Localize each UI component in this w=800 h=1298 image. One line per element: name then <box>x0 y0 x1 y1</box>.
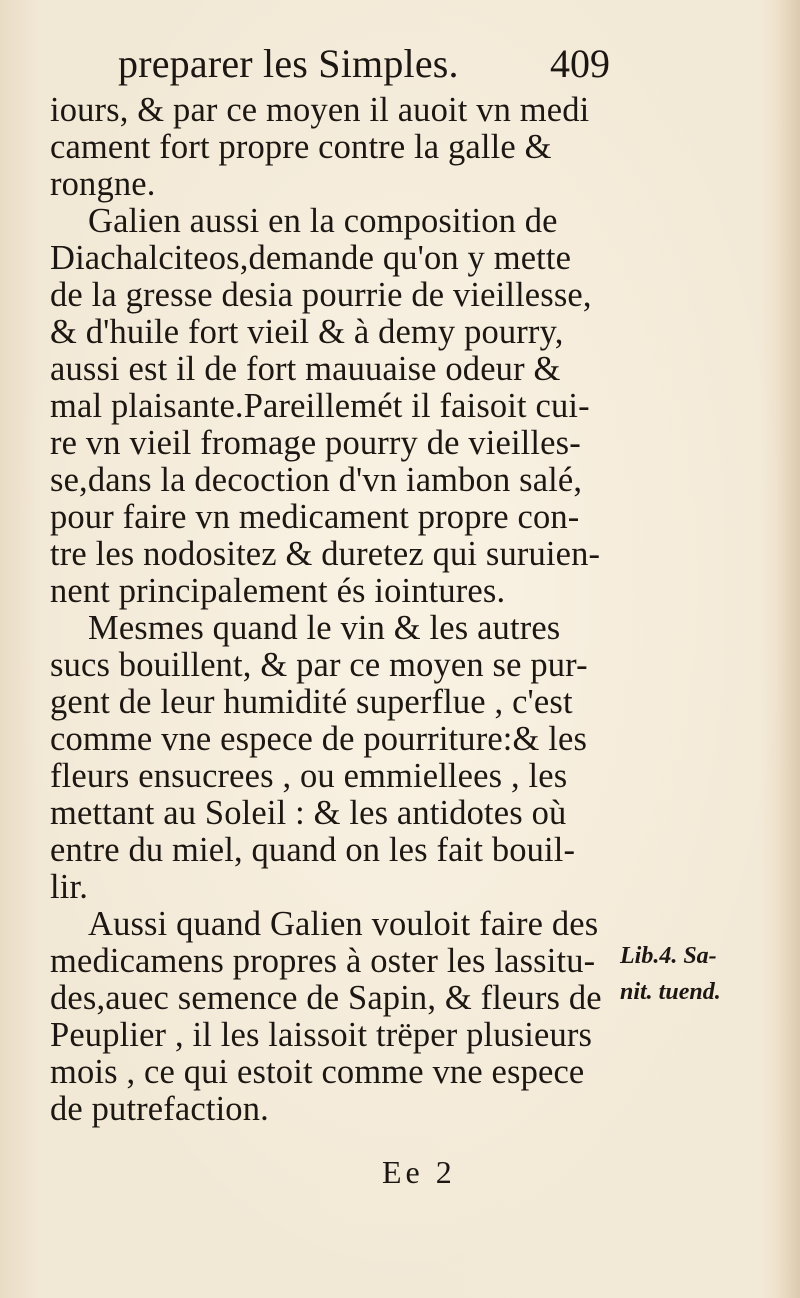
text-line: se,dans la decoction d'vn iambon salé, <box>50 461 583 499</box>
text-line: Peuplier , il les laissoit trëper plusieurs <box>50 1016 593 1054</box>
text-line: medicamens propres à oster les lassitu- <box>50 942 596 980</box>
text-line: des,auec semence de Sapin, & fleurs de <box>50 979 602 1017</box>
text-line: cament fort propre contre la galle & <box>50 128 552 166</box>
text-line: aussi est il de fort mauuaise odeur & <box>50 350 561 388</box>
margin-note-line: Lib.4. Sa- <box>620 943 717 969</box>
text-line: gent de leur humidité superflue , c'est <box>50 683 573 721</box>
text-line: tre les nodositez & duretez qui suruien- <box>50 535 601 573</box>
body-text <box>34 92 634 1128</box>
text-line: de la gresse desia pourrie de vieillesse, <box>50 276 592 314</box>
text-line: mettant au Soleil : & les antidotes où <box>50 794 567 832</box>
text-line: re vn vieil fromage pourry de vieilles- <box>50 424 581 462</box>
text-line: iours, & par ce moyen il auoit vn medi <box>50 91 590 129</box>
text-line: mois , ce qui estoit comme vne espece <box>50 1053 585 1091</box>
text-line: lir. <box>50 868 88 906</box>
text-line: pour faire vn medicament propre con- <box>50 498 580 536</box>
page-number: 409 <box>550 41 610 86</box>
text-line: & d'huile fort vieil & à demy pourry, <box>50 313 564 351</box>
text-line: sucs bouillent, & par ce moyen se pur- <box>50 646 588 684</box>
text-line: nent principalement és iointures. <box>50 572 506 610</box>
text-line: entre du miel, quand on les fait bouil- <box>50 831 576 869</box>
text-line: Galien aussi en la composition de <box>88 202 558 240</box>
text-line: fleurs ensucrees , ou emmiellees , les <box>50 757 568 795</box>
text-line: de putrefaction. <box>50 1090 269 1128</box>
text-line: rongne. <box>50 165 156 203</box>
margin-note-line: nit. tuend. <box>620 979 721 1005</box>
signature-mark: Ee 2 <box>382 1154 456 1190</box>
text-line: comme vne espece de pourriture:& les <box>50 720 588 758</box>
running-title: preparer les Simples. <box>118 41 459 86</box>
page-header <box>118 36 638 92</box>
margin-note <box>620 938 800 1010</box>
text-line: Mesmes quand le vin & les autres <box>88 609 561 647</box>
page-edge-shadow <box>776 0 800 1298</box>
text-line: Aussi quand Galien vouloit faire des <box>88 905 599 943</box>
text-line: Diachalciteos,demande qu'on y mette <box>50 239 572 277</box>
text-line: mal plaisante.Pareillemét il faisoit cui- <box>50 387 590 425</box>
